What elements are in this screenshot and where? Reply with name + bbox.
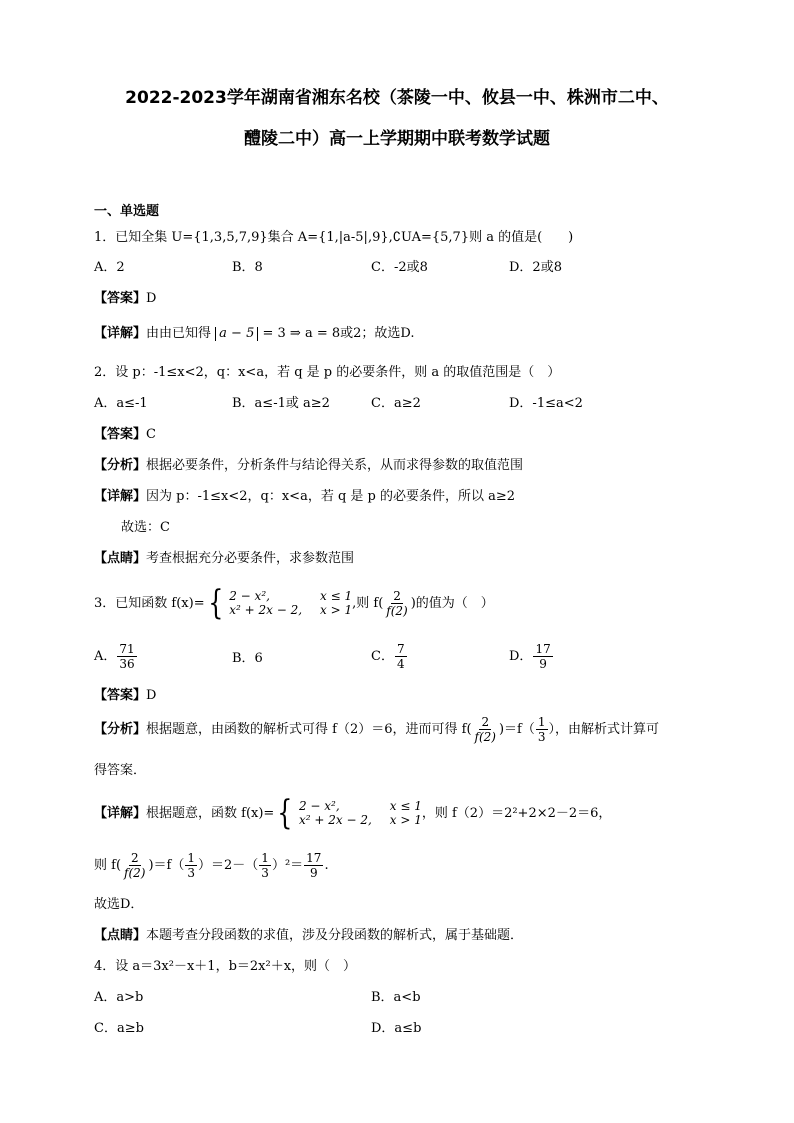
q1-option-c: C．-2或8 [371,260,428,275]
q2-analysis-row [94,459,523,472]
q2-detail-choice: 故选：C [121,520,170,535]
q1-answer-row [94,292,156,305]
q2-option-d: D．-1≤a<2 [509,396,583,411]
question-2-stem: 2．设 p：-1≤x<2，q：x<a，若 q 是 p 的必要条件，则 a 的取值范围是（ ） [94,365,561,380]
q2-option-a: A．a≤-1 [94,396,148,411]
q3-detail-row [94,793,612,833]
calc-part4: ）²＝ [271,858,304,873]
q1-abs-expression: a − 5 [215,327,258,341]
q2-comment-row [94,552,354,565]
q2-answer: C [146,427,156,442]
fraction-numerator: 1 [261,851,269,865]
fraction-denominator: 3 [187,866,196,880]
q3-answer-row [94,689,156,702]
case1-condition: x ≤ 1 [389,799,422,813]
q4-option-c: C．a≥b [94,1021,144,1036]
case2-expression: x² + 2x − 2, [298,813,372,827]
detail-tag: 【详解】 [94,326,147,341]
calc-part2: )＝f（ [148,858,185,873]
q1-option-d: D．2或8 [509,260,562,275]
analysis-tag: 【分析】 [94,722,147,737]
document-title-line2: 醴陵二中）高一上学期期中联考数学试题 [244,129,550,149]
question-3-stem [94,583,494,623]
q3-comment: 本题考查分段函数的求值，涉及分段函数的解析式，属于基础题． [146,928,524,943]
fraction-numerator: 7 [396,642,405,656]
q2-answer-row [94,428,156,441]
fraction-numerator: 2 [481,715,490,729]
calc-part5: . [324,858,329,873]
q4-option-d: D．a≤b [371,1021,422,1036]
detail-tag: 【详解】 [94,489,147,504]
comment-tag: 【点睛】 [94,551,147,566]
q3-prefix: 3．已知函数 f(x)= [94,595,205,611]
comment-tag: 【点睛】 [94,928,147,943]
option-label: A． [94,649,117,664]
analysis-tag: 【分析】 [94,458,147,473]
fraction-denominator: 3 [261,866,269,880]
q2-analysis: 根据必要条件，分析条件与结论得关系，从而求得参数的取值范围 [146,458,524,473]
fraction-numerator: 2 [393,588,401,603]
case1-expression: 2 − x², [229,589,270,603]
q2-comment: 考查根据充分必要条件，求参数范围 [146,551,355,566]
q3-analysis-part2: )＝f（ [498,722,535,737]
q1-answer: D [146,291,157,306]
q3-fraction [384,590,409,617]
fraction-denominator: 9 [539,657,547,671]
q3-mid: ,则 f( [352,595,384,611]
fraction-denominator: f(2) [386,603,408,618]
q2-option-b: B．a≤-1或 a≥2 [232,396,330,411]
fraction-denominator: 4 [396,657,405,671]
q3-answer: D [146,688,157,703]
fraction-numerator: 1 [537,715,546,729]
fraction-denominator: 9 [309,866,318,880]
q3-comment-row [94,929,523,942]
q2-detail: 因为 p：-1≤x<2，q：x<a，若 q 是 p 的必要条件，所以 a≥2 [146,489,516,504]
q4-option-a: A．a>b [94,990,144,1005]
q3-detail-part1: 根据题意，函数 f(x)= [146,805,275,821]
q1-detail-row [94,327,415,341]
question-4-stem: 4．设 a＝3x²－x＋1，b＝2x²＋x，则（ ） [94,959,357,974]
document-title-line1: 2022-2023学年湖南省湘东名校（茶陵一中、攸县一中、株洲市二中、 [125,88,669,108]
q1-option-b: B．8 [232,260,263,275]
question-1-stem: 1．已知全集 U={1,3,5,7,9}集合 A={1,|a-5|,9},∁UA={5,7}则 a 的值是( ) [94,230,574,245]
case2-condition: x > 1 [320,603,353,617]
q3-choose: 故选D． [94,897,144,912]
option-label: D． [509,649,533,664]
q3-calculation [94,852,329,879]
fraction-numerator: 71 [119,642,135,656]
q3-suffix: )的值为（ ） [410,595,494,611]
answer-tag: 【答案】 [94,291,147,306]
detail-tag: 【详解】 [94,805,147,821]
q3-option-c [371,643,408,670]
q1-detail-post: = 3 ⇒ a = 8或2；故选D. [262,326,415,341]
answer-tag: 【答案】 [94,688,147,703]
case2-expression: x² + 2x − 2, [229,603,303,617]
fraction-denominator: f(2) [474,730,496,744]
q3-analysis-line2: 得答案． [94,763,147,778]
calc-part3: ）＝2－（ [198,858,259,873]
fraction-denominator: 36 [119,657,135,671]
q3-analysis-part3: ），由解析式计算可 [548,722,660,737]
q3-option-d [509,643,554,670]
left-brace-icon: { [207,583,223,623]
calc-part1: 则 f( [94,858,122,873]
q2-option-c: C．a≥2 [371,396,421,411]
q4-option-b: B．a<b [371,990,421,1005]
fraction-numerator: 17 [535,642,551,656]
option-label: C． [371,649,394,664]
case1-expression: 2 − x², [298,799,340,813]
section-heading: 一、单选题 [94,204,160,219]
left-brace-icon: { [277,793,293,833]
q3-detail-part2: ，则 f（2）＝2²+2×2－2＝6， [421,805,612,821]
fraction-numerator: 2 [130,851,139,865]
piecewise-function [274,793,422,833]
fraction-denominator: f(2) [124,866,146,880]
q3-option-b: B．6 [232,651,263,666]
q2-detail-row [94,490,515,503]
fraction-numerator: 1 [187,851,196,865]
q3-analysis-part1: 根据题意，由函数的解析式可得 f（2）＝6，进而可得 f( [146,722,472,737]
q3-analysis-row [94,716,659,743]
case1-condition: x ≤ 1 [320,589,353,603]
fraction-numerator: 17 [306,851,322,865]
q3-option-a [94,643,138,670]
answer-tag: 【答案】 [94,427,147,442]
q1-option-a: A．2 [94,260,125,275]
q1-detail-pre: 由由已知得 [146,326,212,341]
case2-condition: x > 1 [389,813,422,827]
fraction-denominator: 3 [537,730,546,744]
piecewise-function [205,583,353,623]
